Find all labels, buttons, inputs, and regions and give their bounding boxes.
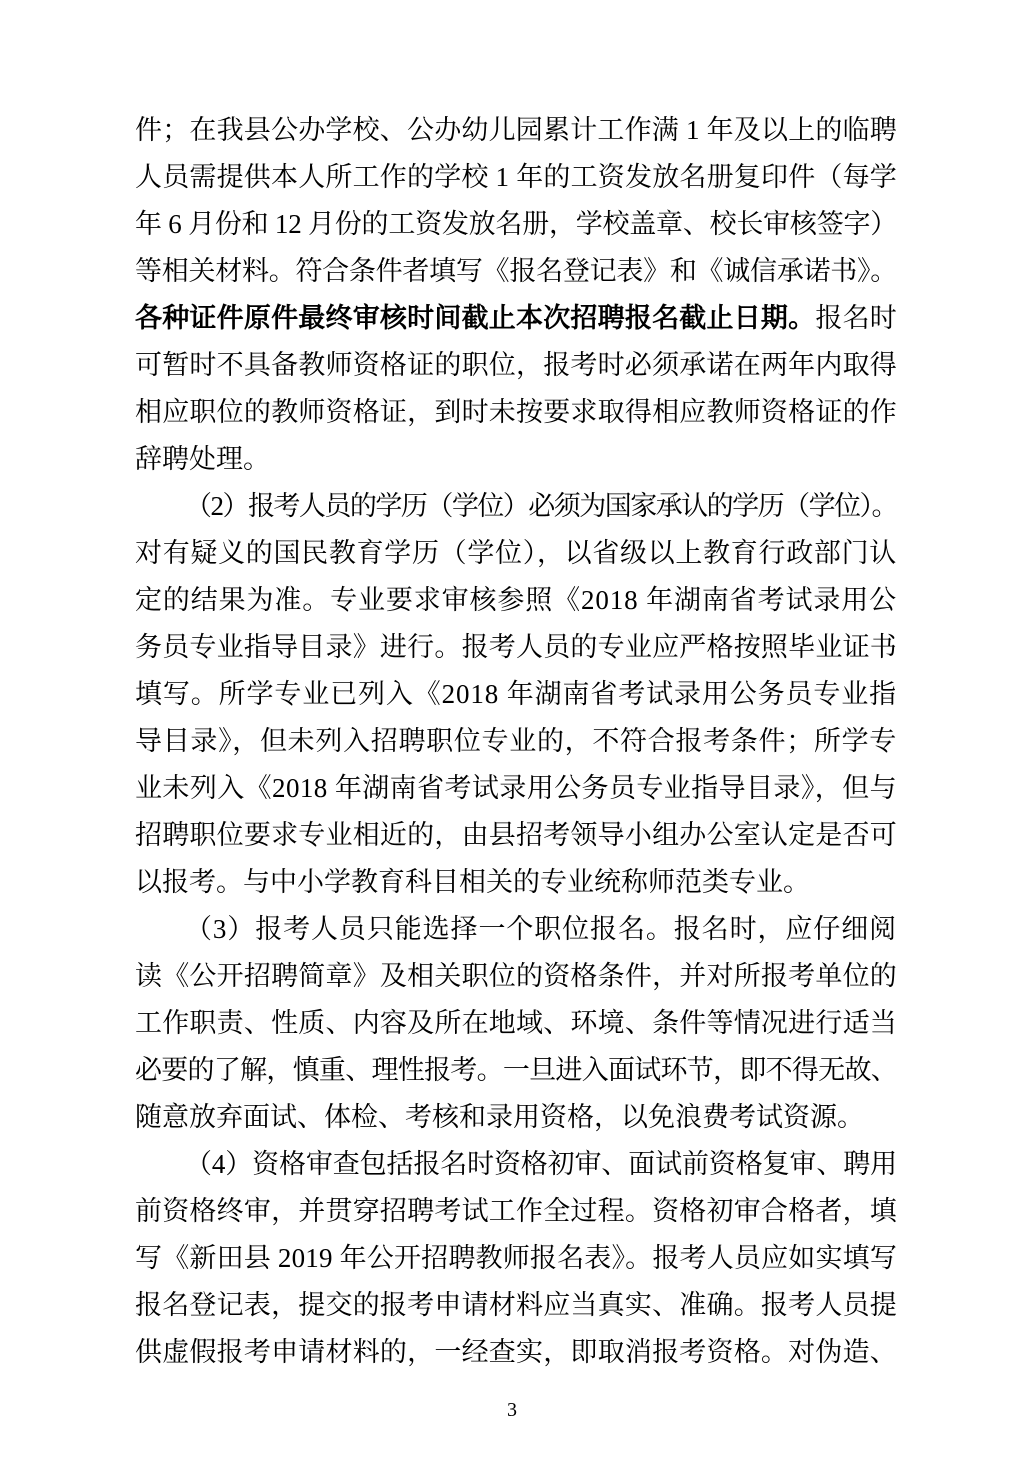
text-line-content <box>135 201 897 248</box>
text-line <box>135 1188 897 1235</box>
text-line <box>135 295 897 342</box>
text-line <box>135 624 897 671</box>
text-segment: 人员需提供本人所工作的学校 1 年的工资发放名册复印件（每学 <box>135 162 897 192</box>
text-line-content <box>135 1282 897 1329</box>
text-line-content <box>135 577 897 624</box>
text-segment: 供虚假报考申请材料的，一经查实，即取消报考资格。对伪造、 <box>135 1337 897 1367</box>
text-line <box>135 530 897 577</box>
text-line-content <box>135 1047 897 1094</box>
text-line-content <box>135 107 897 154</box>
text-line-content <box>135 1235 897 1282</box>
text-segment: 招聘职位要求专业相近的，由县招考领导小组办公室认定是否可 <box>135 820 897 850</box>
text-line <box>135 953 897 1000</box>
text-segment: 可暂时不具备教师资格证的职位，报考时必须承诺在两年内取得 <box>135 350 897 380</box>
text-line <box>135 765 897 812</box>
text-line <box>135 1047 897 1094</box>
text-line-content <box>135 295 897 342</box>
text-line-content <box>185 483 897 530</box>
text-segment: 务员专业指导目录》进行。报考人员的专业应严格按照毕业证书 <box>135 632 897 662</box>
text-line-content <box>135 342 897 389</box>
text-line <box>135 859 897 906</box>
text-line <box>135 389 897 436</box>
text-segment: （2）报考人员的学历（学位）必须为国家承认的学历（学位）。 <box>185 491 898 521</box>
text-segment: 定的结果为准。专业要求审核参照《2018 年湖南省考试录用公 <box>135 585 897 615</box>
text-line <box>135 248 897 295</box>
text-line <box>135 1000 897 1047</box>
text-line-content <box>135 154 897 201</box>
text-line <box>135 671 897 718</box>
text-line <box>135 342 897 389</box>
text-segment: 对有疑义的国民教育学历（学位），以省级以上教育行政部门认 <box>135 538 897 568</box>
text-segment: 年 6 月份和 12 月份的工资发放名册，学校盖章、校长审核签字） <box>135 209 898 239</box>
bold-text-segment: 各种证件原件最终审核时间截止本次招聘报名截止日期。 <box>135 303 816 333</box>
text-segment: 报名登记表，提交的报考申请材料应当真实、准确。报考人员提 <box>135 1290 897 1320</box>
text-line <box>135 1282 897 1329</box>
text-line <box>135 1329 897 1376</box>
text-segment: 件；在我县公办学校、公办幼儿园累计工作满 1 年及以上的临聘 <box>135 115 897 145</box>
text-line-content <box>135 1329 897 1376</box>
text-line-content <box>135 1188 897 1235</box>
text-segment: （3）报考人员只能选择一个职位报名。报名时，应仔细阅 <box>185 914 898 944</box>
text-line <box>135 718 897 765</box>
text-line <box>135 1094 897 1141</box>
text-line-content <box>135 718 897 765</box>
text-line-content <box>185 1141 897 1188</box>
text-line-content <box>135 765 897 812</box>
text-line-content <box>135 436 270 483</box>
text-line <box>135 436 897 483</box>
text-segment: 随意放弃面试、体检、考核和录用资格，以免浪费考试资源。 <box>135 1102 864 1132</box>
text-line-content <box>135 671 897 718</box>
text-segment: 等相关材料。符合条件者填写《报名登记表》和《诚信承诺书》。 <box>135 256 897 286</box>
text-segment: 填写。所学专业已列入《2018 年湖南省考试录用公务员专业指 <box>135 679 897 709</box>
text-segment: 导目录》，但未列入招聘职位专业的，不符合报考条件；所学专 <box>135 726 897 756</box>
text-line-content <box>135 859 810 906</box>
text-segment: 前资格终审，并贯穿招聘考试工作全过程。资格初审合格者，填 <box>135 1196 897 1226</box>
text-segment: 相应职位的教师资格证，到时未按要求取得相应教师资格证的作 <box>135 397 897 427</box>
text-segment: 业未列入《2018 年湖南省考试录用公务员专业指导目录》，但与 <box>135 773 897 803</box>
text-line <box>135 906 897 953</box>
text-line <box>135 483 897 530</box>
text-line <box>135 107 897 154</box>
text-line <box>135 1141 897 1188</box>
page-number: 3 <box>507 1399 517 1421</box>
document-body <box>135 107 897 1376</box>
text-segment: 辞聘处理。 <box>135 444 270 474</box>
text-line-content <box>135 624 897 671</box>
text-line <box>135 201 897 248</box>
text-segment: 工作职责、性质、内容及所在地域、环境、条件等情况进行适当 <box>135 1008 897 1038</box>
text-line-content <box>185 906 897 953</box>
text-line-content <box>135 953 897 1000</box>
text-line <box>135 577 897 624</box>
text-segment: 读《公开招聘简章》及相关职位的资格条件，并对所报考单位的 <box>135 961 897 991</box>
text-line-content <box>135 1000 897 1047</box>
text-segment: 必要的了解，慎重、理性报考。一旦进入面试环节，即不得无故、 <box>135 1055 898 1085</box>
text-segment: 写《新田县 2019 年公开招聘教师报名表》。报考人员应如实填写 <box>135 1243 898 1273</box>
text-line-content <box>135 248 897 295</box>
text-line-content <box>135 530 897 577</box>
text-line <box>135 812 897 859</box>
text-line <box>135 1235 897 1282</box>
text-line-content <box>135 1094 864 1141</box>
text-line-content <box>135 389 897 436</box>
text-line <box>135 154 897 201</box>
text-segment: 以报考。与中小学教育科目相关的专业统称师范类专业。 <box>135 867 810 897</box>
text-segment: （4）资格审查包括报名时资格初审、面试前资格复审、聘用 <box>185 1149 897 1179</box>
text-segment: 报名时 <box>815 303 898 333</box>
text-line-content <box>135 812 897 859</box>
